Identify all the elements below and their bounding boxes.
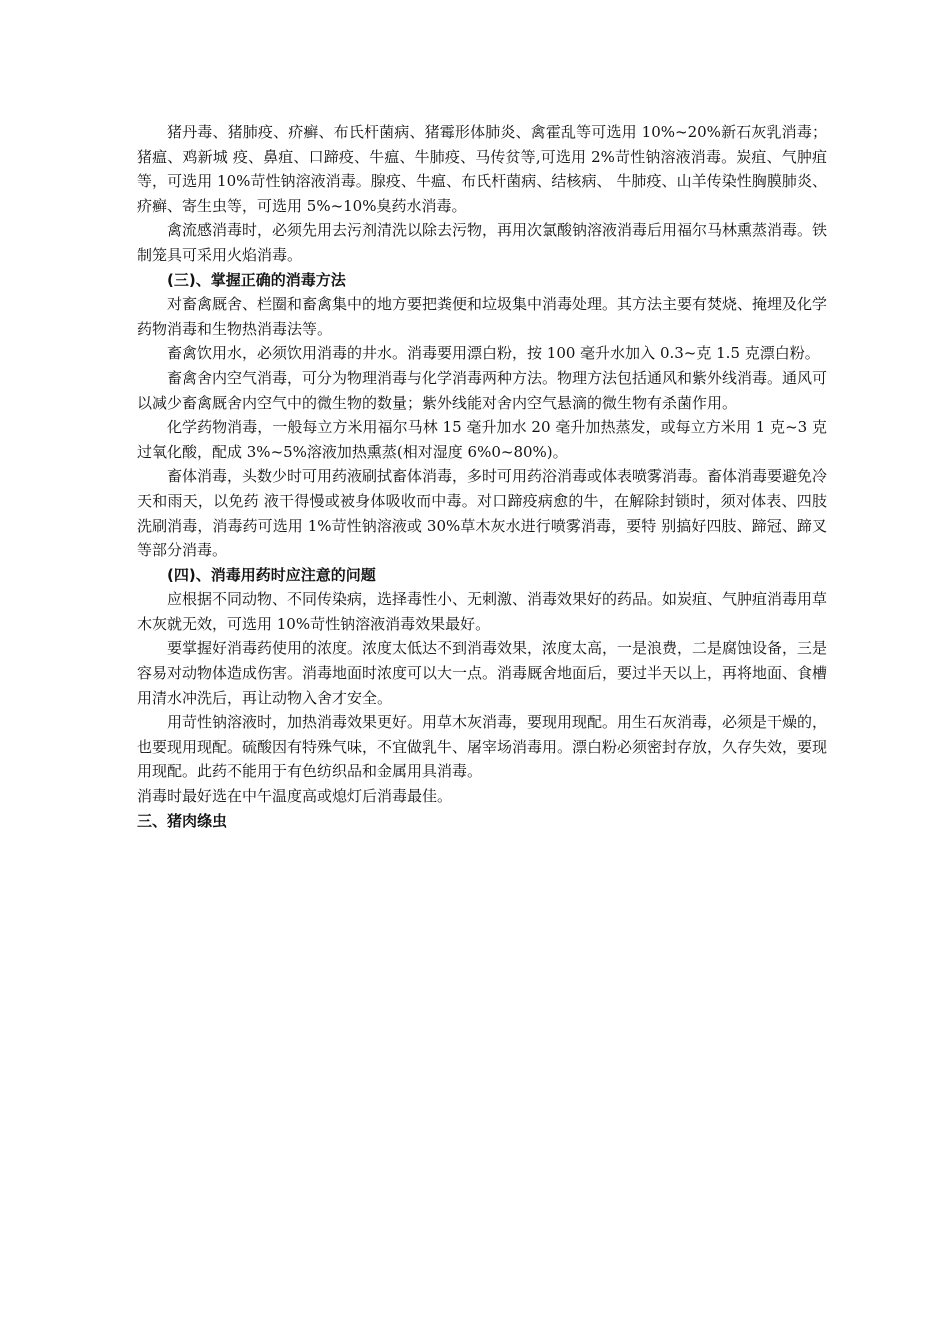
section-heading-4: (四)、消毒用药时应注意的问题 [167,565,376,584]
document-body [137,120,827,833]
section-heading-3: (三)、掌握正确的消毒方法 [167,270,346,289]
paragraph-disinfectant-choice: 猪丹毒、猪肺疫、疥癣、布氏杆菌病、猪霉形体肺炎、禽霍乱等可选用 10%~20%新石灰乳消毒；猪瘟、鸡新城 疫、鼻疽、口蹄疫、牛瘟、牛肺疫、马传贫等,可选用 2%苛性钠溶液消毒。炭疽、气肿疽等，可选用 10%苛性钠溶液消毒。腺疫、牛瘟、布氏杆菌病、结核病、 牛肺疫、山羊传染性胸膜肺炎、疥癣、寄生虫等，可选用 5%~10%臭药水消毒。 [137,123,827,215]
paragraph-drinking-water: 畜禽饮用水，必须饮用消毒的井水。消毒要用漂白粉，按 100 毫升水加入 0.3~克 1.5 克漂白粉。 [167,344,820,363]
paragraph-chemical: 化学药物消毒，一般每立方米用福尔马林 15 毫升加水 20 毫升加热蒸发，或每立方米用 1 克~3 克过氧化酸，配成 3%~5%溶液加热熏蒸(相对湿度 6%0~80%)。 [137,418,827,461]
paragraph-select-drug: 应根据不同动物、不同传染病，选择毒性小、无刺激、消毒效果好的药品。如炭疽、气肿疽消毒用草木灰就无效，可选用 10%苛性钠溶液消毒效果最好。 [137,590,828,633]
chapter-heading: 三、猪肉绦虫 [137,811,228,830]
paragraph-air: 畜禽舍内空气消毒，可分为物理消毒与化学消毒两种方法。物理方法包括通风和紫外线消毒。通风可以减少畜禽厩舍内空气中的微生物的数量；紫外线能对舍内空气悬滴的微生物有杀菌作用。 [137,368,828,412]
paragraph-pens: 对畜禽厩舍、栏圈和畜禽集中的地方要把粪便和垃圾集中消毒处理。其方法主要有焚烧、掩埋及化学药物消毒和生物热消毒法等。 [137,295,828,338]
paragraph-usage: 用苛性钠溶液时，加热消毒效果更好。用草木灰消毒，要现用现配。用生石灰消毒，必须是干燥的，也要现用现配。硫酸因有特殊气味，不宜做乳牛、屠宰场消毒用。漂白粉必须密封存放，久存失效，要现用现配。此药不能用于有色纺织品和金属用具消毒。 [137,713,828,781]
paragraph-timing: 消毒时最好选在中午温度高或熄灯后消毒最佳。 [137,787,453,806]
paragraph-avian-flu: 禽流感消毒时，必须先用去污剂清洗以除去污物，再用次氯酸钠溶液消毒后用福尔马林熏蒸消毒。铁制笼具可采用火焰消毒。 [137,221,828,264]
paragraph-body: 畜体消毒，头数少时可用药液刷拭畜体消毒，多时可用药浴消毒或体表喷雾消毒。畜体消毒要避免冷天和雨天，以免药 液干得慢或被身体吸收而中毒。对口蹄疫病愈的牛，在解除封锁时，须对体表、四肢洗刷消毒，消毒药可选用 1%苛性钠溶液或 30%草木灰水进行喷雾消毒，要特 别搞好四肢、蹄冠、蹄叉等部分消毒。 [137,467,828,560]
paragraph-concentration: 要掌握好消毒药使用的浓度。浓度太低达不到消毒效果，浓度太高，一是浪费，二是腐蚀设备，三是容易对动物体造成伤害。消毒地面时浓度可以大一点。消毒厩舍地面后，要过半天以上，再将地面、食槽用清水冲洗后，再让动物入舍才安全。 [137,639,828,707]
